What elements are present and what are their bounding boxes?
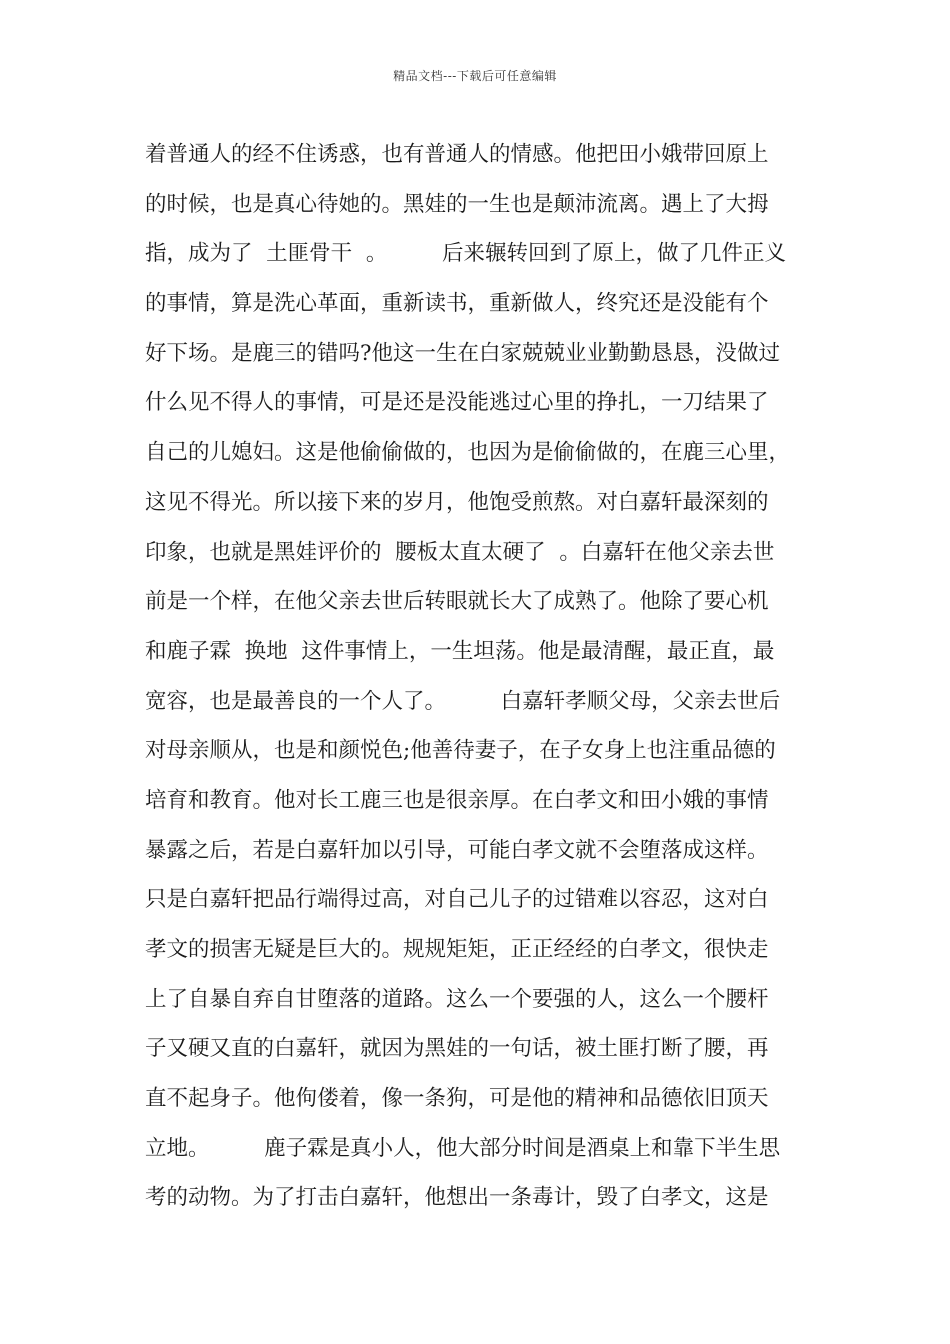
text-line: 什么见不得人的事情，可是还是没能逃过心里的挣扎，一刀结果了	[145, 390, 769, 416]
text-line: 前是一个样，在他父亲去世后转眼就长大了成熟了。他除了要心机	[145, 589, 769, 615]
text-line: 着普通人的经不住诱惑，也有普通人的情感。他把田小娥带回原上	[145, 142, 769, 167]
text-line: 这见不得光。所以接下来的岁月，他饱受煎熬。对白嘉轩最深刻的	[145, 489, 769, 515]
text-line: 上了自暴自弃自甘堕落的道路。这么一个要强的人，这么一个腰杆	[145, 986, 769, 1012]
text-line: 暴露之后，若是白嘉轩加以引导，可能白孝文就不会堕落成这样。	[145, 837, 769, 863]
text-line: 和鹿子霖 换地 这件事情上，一生坦荡。他是最清醒，最正直，最	[145, 638, 775, 664]
text-line: 只是白嘉轩把品行端得过高，对自己儿子的过错难以容忍，这对白	[145, 887, 769, 913]
text-line: 的时候，也是真心待她的。黑娃的一生也是颠沛流离。遇上了大拇	[145, 191, 769, 217]
text-line: 孝文的损害无疑是巨大的。规规矩矩，正正经经的白孝文，很快走	[145, 937, 769, 962]
text-line: 好下场。是鹿三的错吗?他这一生在白家兢兢业业勤勤恳恳，没做过	[145, 340, 781, 366]
text-line: 指，成为了 土匪骨干 。 后来辗转回到了原上，做了几件正义	[145, 241, 787, 267]
text-line: 印象，也就是黑娃评价的 腰板太直太硬了 。白嘉轩在他父亲去世	[145, 539, 775, 565]
body-text	[145, 130, 825, 1223]
text-line: 宽容，也是最善良的一个人了。 白嘉轩孝顺父母，父亲去世后	[145, 688, 781, 714]
text-line: 对母亲顺从，也是和颜悦色;他善待妻子，在子女身上也注重品德的	[145, 738, 776, 764]
page-header: 精品文档---下载后可任意编辑	[393, 69, 557, 83]
text-line: 立地。 鹿子霖是真小人，他大部分时间是酒桌上和靠下半生思	[145, 1135, 781, 1161]
text-line: 自己的儿媳妇。这是他偷偷做的，也因为是偷偷做的，在鹿三心里，	[145, 440, 791, 466]
text-line: 考的动物。为了打击白嘉轩，他想出一条毒计，毁了白孝文，这是	[145, 1185, 769, 1211]
text-line: 子又硬又直的白嘉轩，就因为黑娃的一句话，被土匪打断了腰，再	[145, 1036, 769, 1062]
text-line: 的事情，算是洗心革面，重新读书，重新做人，终究还是没能有个	[145, 291, 769, 317]
text-line: 培育和教育。他对长工鹿三也是很亲厚。在白孝文和田小娥的事情	[145, 787, 769, 813]
text-line: 直不起身子。他佝偻着，像一条狗，可是他的精神和品德依旧顶天	[145, 1086, 769, 1112]
